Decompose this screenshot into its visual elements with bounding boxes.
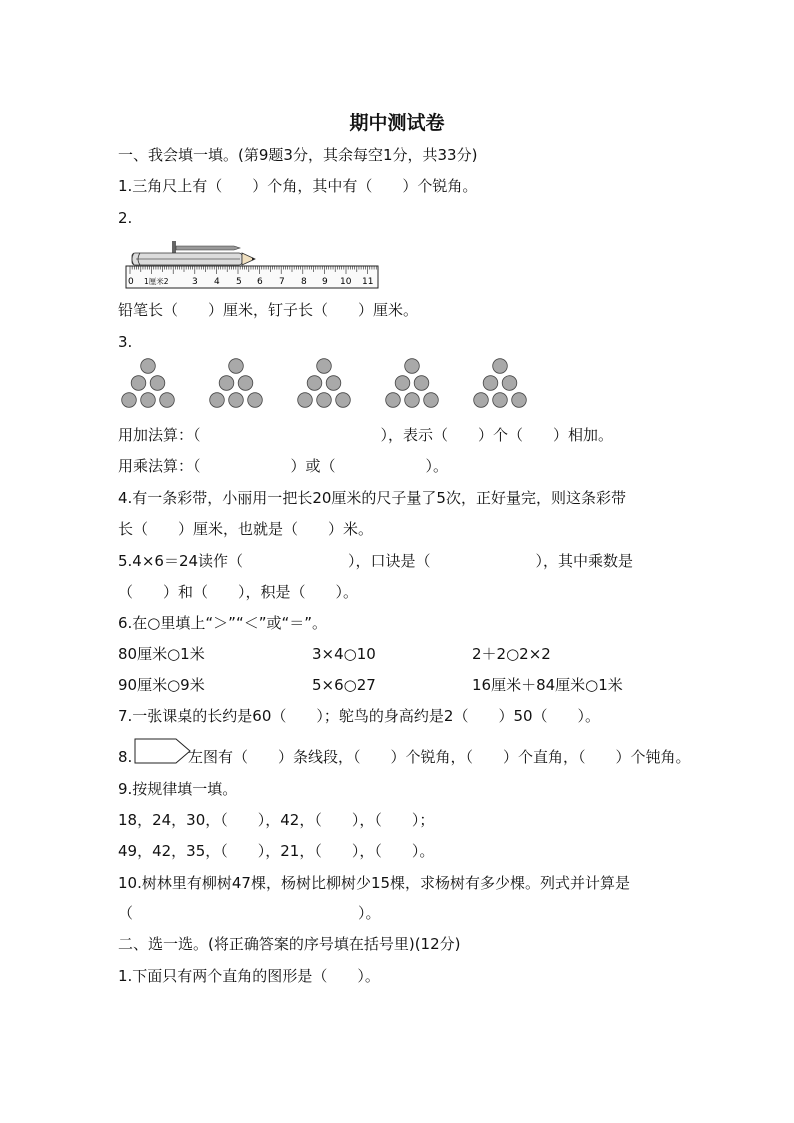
question-8-text: 左图有（ ）条线段，（ ）个锐角，（ ）个直角，（ ）个钝角。 — [188, 748, 691, 766]
ruler-figure — [122, 236, 387, 292]
dot — [474, 393, 489, 408]
dot — [122, 393, 137, 408]
dot — [493, 393, 508, 408]
question-2-text: 铅笔长（ ）厘米，钉子长（ ）厘米。 — [118, 301, 419, 319]
dot — [317, 393, 332, 408]
compare-item: 5×6○27 — [312, 676, 376, 694]
question-3-addition: 用加法算：（ ），表示（ ）个（ ）相加。 — [118, 426, 614, 444]
dot — [150, 376, 165, 391]
question-6: 6.在○里填上“＞”“＜”或“＝”。 — [118, 614, 328, 632]
dot — [386, 393, 401, 408]
dot-group — [298, 359, 351, 408]
ruler-label-8: 8 — [301, 277, 307, 287]
ruler-label-1: 1厘米2 — [144, 277, 169, 286]
dot — [405, 393, 420, 408]
question-7: 7.一张课桌的长约是60（ ）；鸵鸟的身高约是2（ ）50（ ）。 — [118, 707, 601, 725]
dot — [502, 376, 517, 391]
dot — [238, 376, 253, 391]
dot — [160, 393, 175, 408]
dot — [414, 376, 429, 391]
dot — [131, 376, 146, 391]
question-8 — [118, 747, 691, 767]
dot — [336, 393, 351, 408]
dot — [512, 393, 527, 408]
compare-item: 80厘米○1米 — [118, 645, 205, 663]
section2-question-1: 1.下面只有两个直角的图形是（ ）。 — [118, 967, 380, 985]
compare-item: 16厘米＋84厘米○1米 — [472, 676, 623, 694]
dot — [229, 393, 244, 408]
ruler-label-3: 3 — [192, 277, 198, 287]
dot-group — [122, 359, 175, 408]
ruler-label-9: 9 — [322, 277, 328, 287]
question-4-line1: 4.有一条彩带，小丽用一把长20厘米的尺子量了5次，正好量完，则这条彩带 — [118, 489, 626, 507]
question-1: 1.三角尺上有（ ）个角，其中有（ ）个锐角。 — [118, 177, 478, 195]
dot — [424, 393, 439, 408]
ruler-label-4: 4 — [214, 277, 220, 287]
dot — [493, 359, 508, 374]
question-8-number: 8. — [118, 748, 133, 766]
ruler-label-5: 5 — [236, 277, 242, 287]
ruler-label-10: 10 — [340, 277, 352, 287]
dot — [141, 393, 156, 408]
dot-group — [210, 359, 263, 408]
dot — [326, 376, 341, 391]
question-4-line2: 长（ ）厘米，也就是（ ）米。 — [118, 520, 374, 538]
question-3-multiplication: 用乘法算：（ ）或（ ）。 — [118, 457, 449, 475]
question-9: 9.按规律填一填。 — [118, 780, 238, 798]
compare-item: 90厘米○9米 — [118, 676, 205, 694]
pentagon-shape-icon — [134, 736, 192, 766]
section1-heading: 一、我会填一填。(第9题3分，其余每空1分，共33分) — [118, 146, 478, 164]
dot-group — [474, 359, 527, 408]
dot-group — [386, 359, 439, 408]
question-10-line2: （ ）。 — [118, 904, 381, 922]
question-9-row2: 49，42，35，（ ），21，（ ），（ ）。 — [118, 842, 435, 860]
dot-groups-figure — [120, 352, 560, 418]
question-6-row1 — [118, 644, 551, 664]
dot — [210, 393, 225, 408]
dot — [248, 393, 263, 408]
dot — [219, 376, 234, 391]
ruler-label-6: 6 — [257, 277, 263, 287]
dot — [141, 359, 156, 374]
ruler-label-7: 7 — [279, 277, 285, 287]
section2-heading: 二、选一选。(将正确答案的序号填在括号里)(12分) — [118, 935, 461, 953]
compare-item: 2＋2○2×2 — [472, 645, 551, 663]
question-9-row1: 18，24，30，（ ），42，（ ），（ ）； — [118, 811, 435, 829]
question-10-line1: 10.树林里有柳树47棵，杨树比柳树少15棵，求杨树有多少棵。列式并计算是 — [118, 874, 631, 892]
dot — [483, 376, 498, 391]
dot — [229, 359, 244, 374]
compare-item: 3×4○10 — [312, 645, 376, 663]
question-5-line2: （ ）和（ ），积是（ ）。 — [118, 583, 359, 601]
dot — [317, 359, 332, 374]
question-2-label: 2. — [118, 209, 133, 227]
ruler-label-0: 0 — [128, 277, 134, 287]
dot — [307, 376, 322, 391]
dot — [395, 376, 410, 391]
ruler-label-11: 11 — [362, 277, 374, 287]
question-3-label: 3. — [118, 333, 133, 351]
page-title: 期中测试卷 — [349, 112, 445, 134]
question-6-row2 — [118, 675, 623, 695]
pencil-icon — [132, 253, 255, 265]
dot — [405, 359, 420, 374]
question-5-line1: 5.4×6＝24读作（ ），口诀是（ ），其中乘数是 — [118, 552, 634, 570]
dot — [298, 393, 313, 408]
